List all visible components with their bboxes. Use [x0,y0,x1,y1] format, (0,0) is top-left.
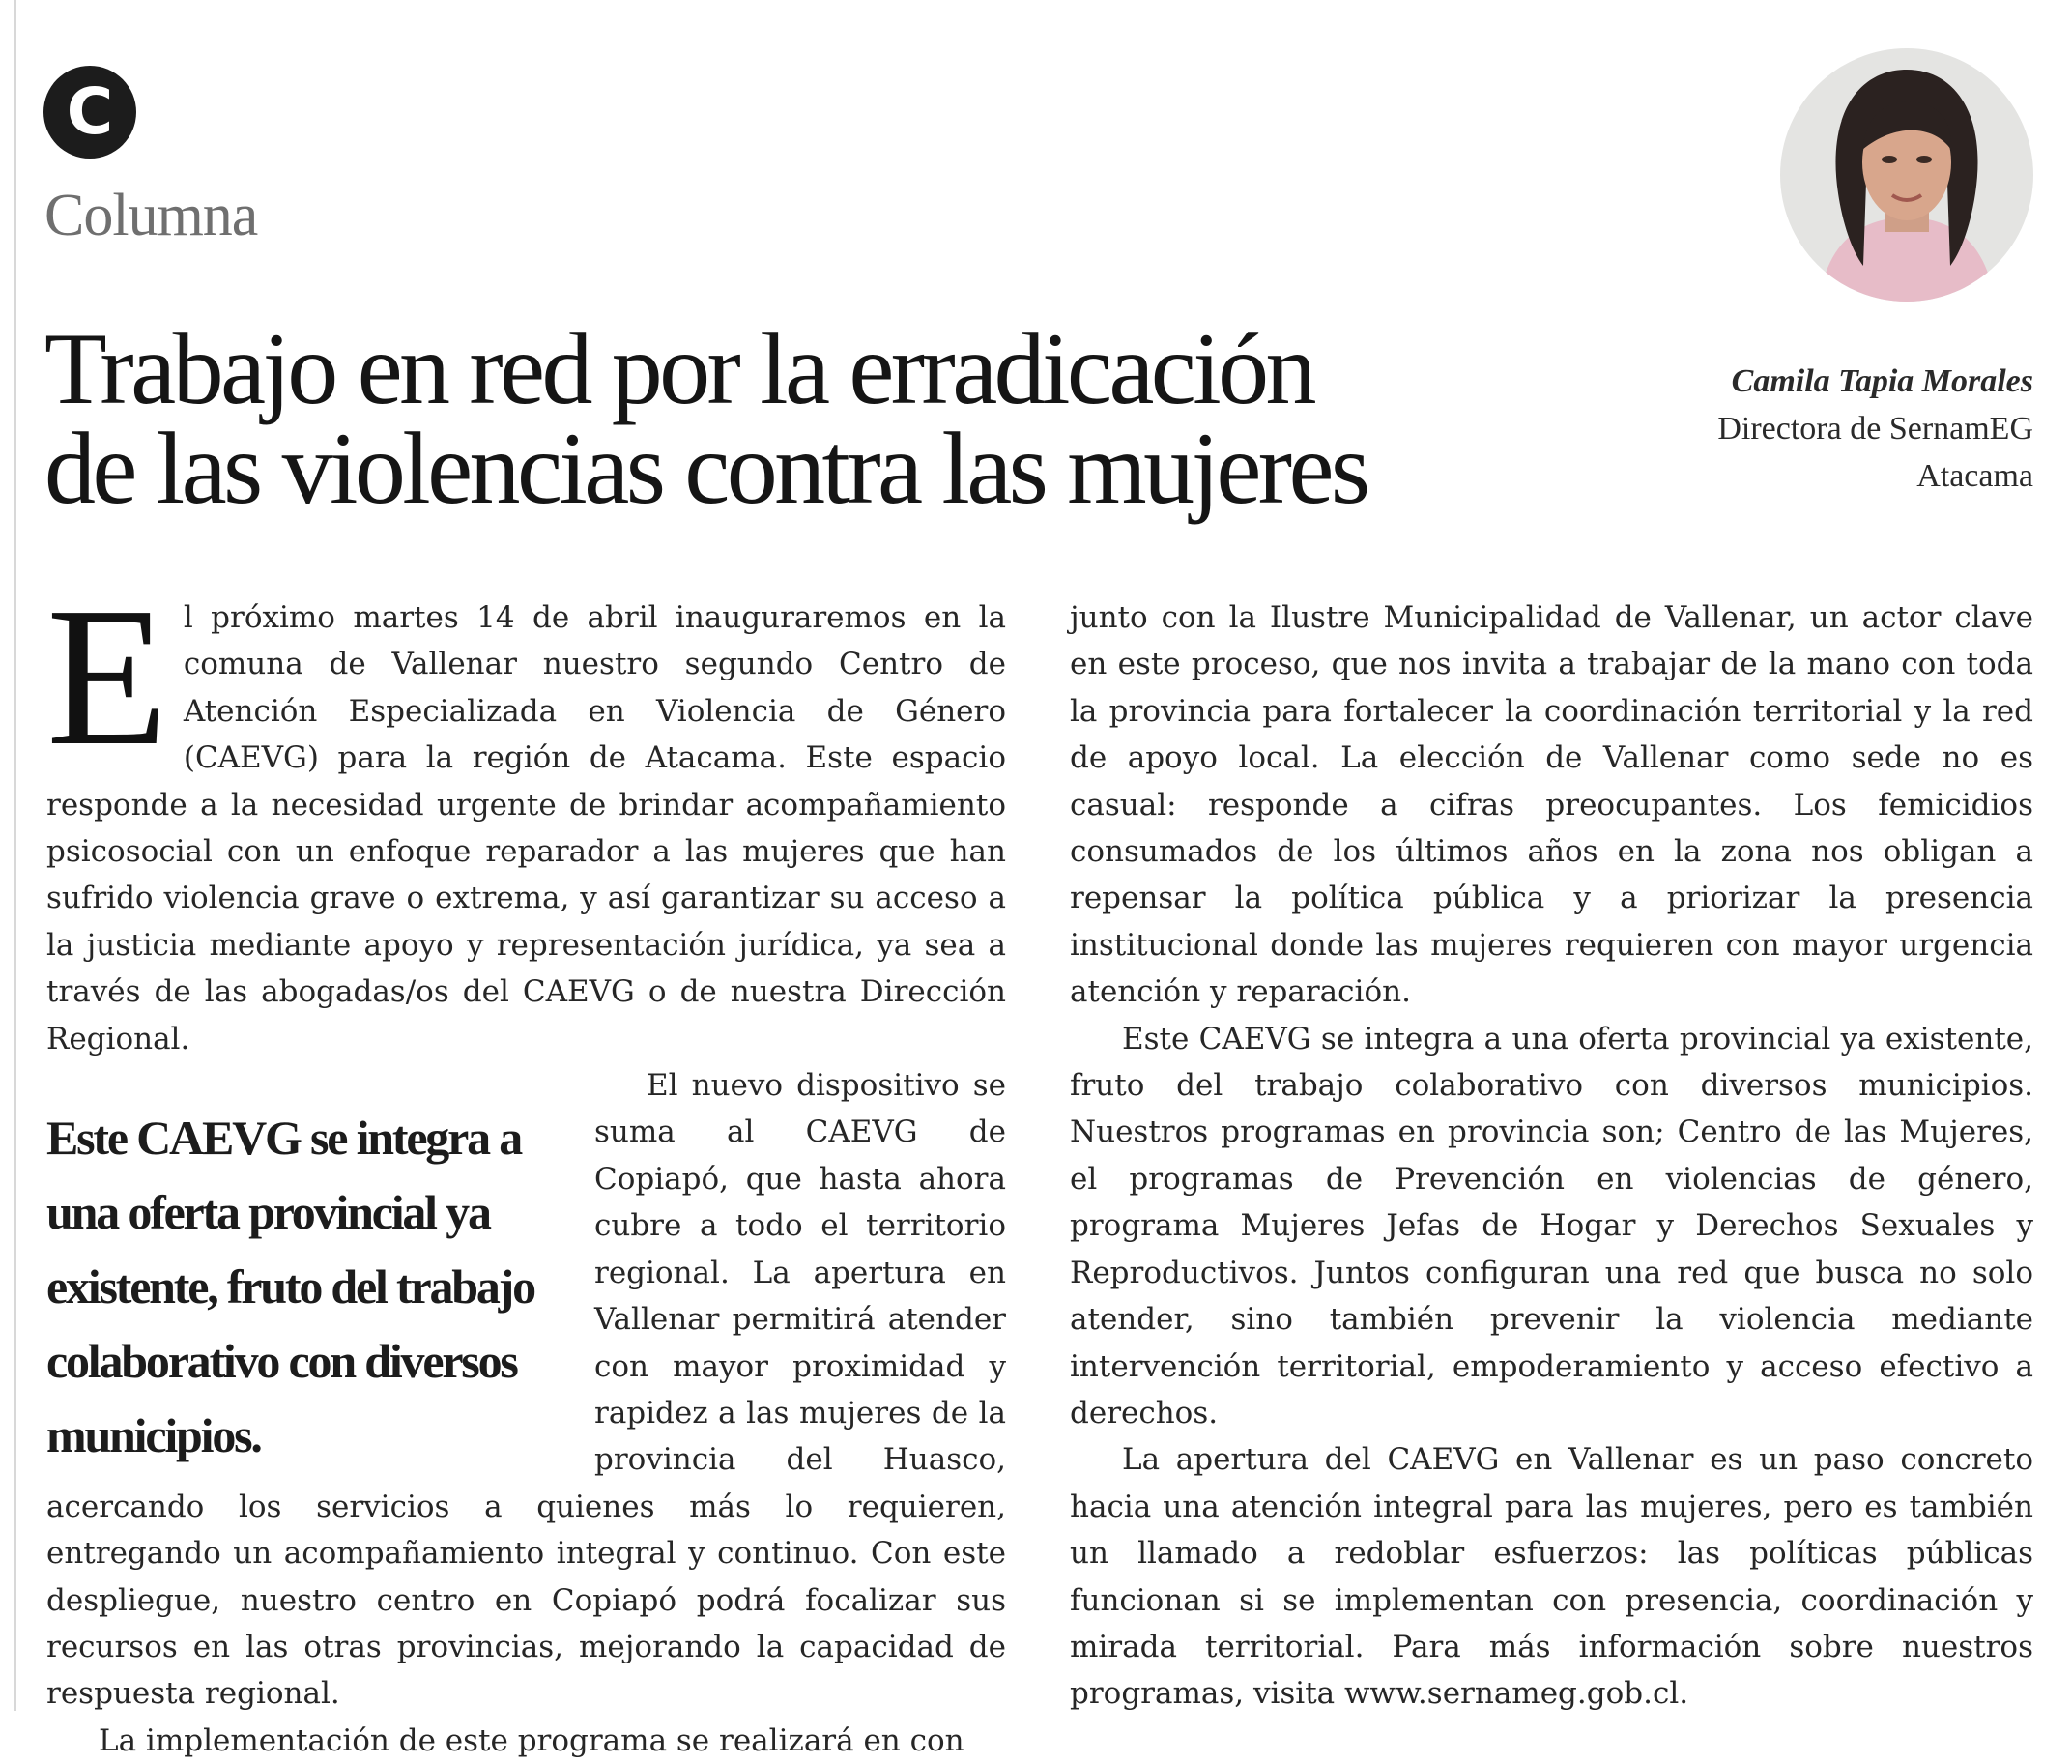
paragraph-1-text: l próximo martes 14 de abril inauguraremos en la comuna de Vallenar nuestro segundo Centro de Atención Especializada en Violencia de Género (CAEVG) para la región de Atacama. Este espacio responde a la necesidad urgente de brindar acompañamiento psicosocial con un enfoque reparador a las mujeres que han sufrido violencia grave o extrema, y así garantizar su acceso a la justicia mediante apoyo y representación jurídica, ya sea a través de las abogadas/os del CAEVG o de nuestra Dirección Regional. [46,600,1006,1056]
body-paragraph-2: El nuevo dispositivo se suma al CAEVG de Copiapó, que hasta ahora cubre a todo el territorio regional. La apertura en Vallenar permitirá atender con mayor proximidad y rapidez a las mujeres de la provincia del Huasco, acercando los servicios a quienes más lo requieren, entregando un acompañamiento integral y continuo. Con este despliegue, nuestro centro en Copiapó podrá focalizar sus recursos en las otras provincias, mejorando la capacidad de respuesta regional. [46,1068,1006,1712]
section-label: Columna [44,183,258,248]
page-edge-divider [14,0,16,1711]
author-photo [1780,48,2033,302]
body-column-right [1070,594,2033,1718]
headline [44,312,1494,525]
badge-letter: C [66,74,114,149]
body-paragraph-3-start: La implementación de este programa se realizará en con [99,1722,964,1758]
author-name: Camila Tapia Morales [1731,363,2033,399]
body-paragraph-3-end: junto con la Ilustre Municipalidad de Vallenar, un actor clave en este proceso, que nos invita a trabajar de la mano con toda la provincia para fortalecer la coordinación territorial y la red de apoyo local. La elección de Vallenar como sede no es casual: responde a cifras preocupantes. Los femicidios consumados de los últimos años en la zona nos obligan a repensar la política pública y a priorizar la presencia institucional donde las mujeres requieren con mayor urgencia atención y reparación. [1070,600,2033,1010]
author-photo-illustration [1780,48,2033,302]
body-paragraph-5: La apertura del CAEVG en Vallenar es un paso concreto hacia una atención integral para las mujeres, pero es también un llamado a redoblar esfuerzos: las políticas públicas funcionan si se implementan con presencia, coordinación y mirada territorial. Para más información sobre nuestros programas, visita www.sernameg.gob.cl. [1070,1442,2033,1712]
author-byline [1717,358,2033,500]
body-column-left [46,565,1006,1764]
body-paragraph-1 [46,565,1006,1062]
drop-cap: E [46,565,168,787]
body-paragraph-4: Este CAEVG se integra a una oferta provincial ya existente, fruto del trabajo colaborativo con diversos municipios. Nuestros programas en provincia son; Centro de las Mujeres, el programas de Prevención en violencias de género, programa Mujeres Jefas de Hogar y Derechos Sexuales y Reproductivos. Juntos configuran una red que busca no solo atender, sino también prevenir la violencia mediante intervención territorial, empoderamiento y acceso efectivo a derechos. [1070,1021,2033,1431]
headline-line-2: de las violencias contra las mujeres [44,412,1367,525]
column-badge-icon [43,66,136,159]
headline-line-1: Trabajo en red por la erradicación [44,312,1313,425]
author-region: Atacama [1916,458,2033,494]
author-role: Directora de SernamEG [1717,411,2033,447]
pull-quote: Este CAEVG se integra a una oferta provincial ya existente, fruto del trabajo colaborativo con diversos municipios. [46,1111,534,1463]
